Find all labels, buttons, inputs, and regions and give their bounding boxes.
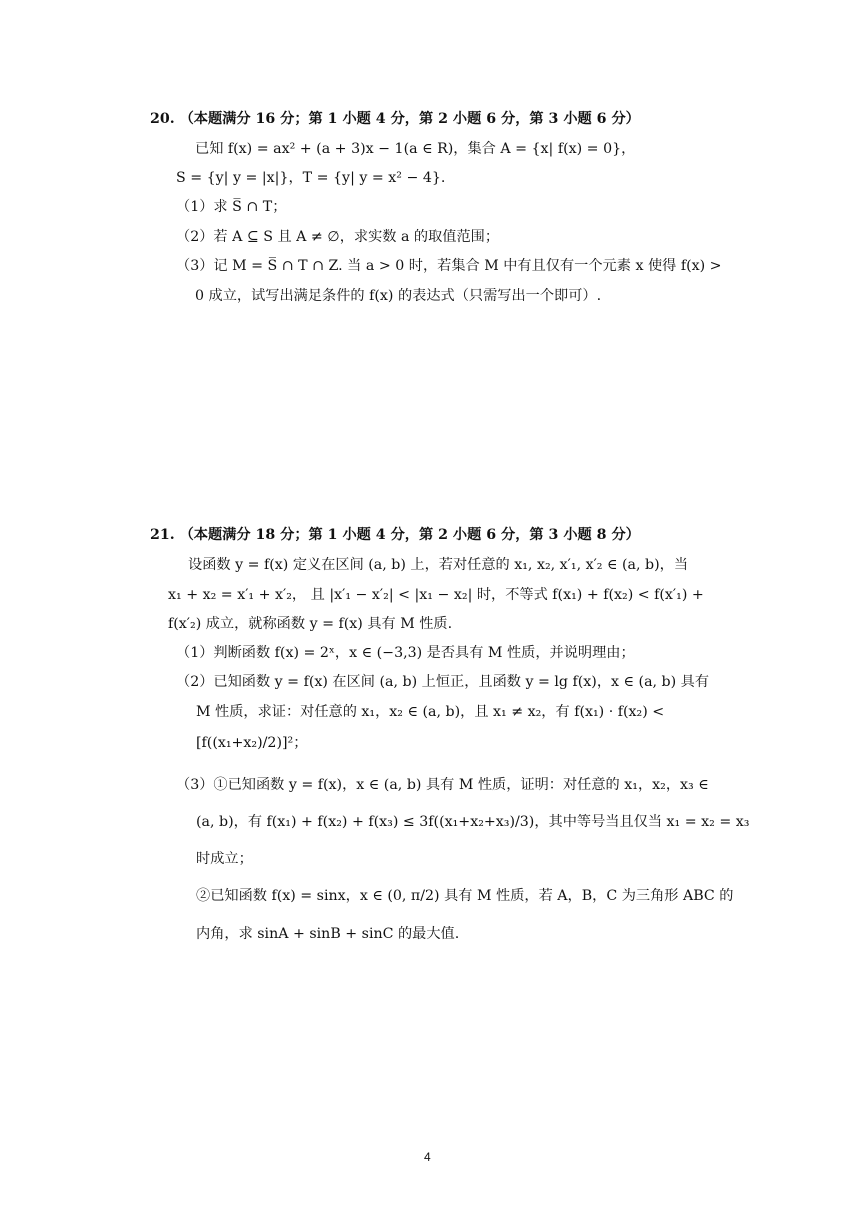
q21-title: 21. （本题满分 18 分；第 1 小题 4 分，第 2 小题 6 分，第 3 小题 8 分） [150, 527, 640, 543]
q21-line: f(x′₂) 成立，就称函数 y = f(x) 具有 M 性质. [168, 616, 453, 632]
q20-part-1: （1）求 S̅ ∩ T； [176, 199, 287, 215]
q20-line: S = {y| y = |x|}，T = {y| y = x² − 4}. [176, 170, 446, 186]
q21-line: [f((x₁+x₂)/2)]²； [196, 735, 308, 751]
page-number: 4 [424, 1150, 431, 1164]
q20-line: 已知 f(x) = ax² + (a + 3)x − 1(a ∈ R)，集合 A = {x| f(x) = 0}， [195, 141, 636, 157]
q21-line: x₁ + x₂ = x′₁ + x′₂， 且 |x′₁ − x′₂| < |x₁ − x₂| 时，不等式 f(x₁) + f(x₂) < f(x′₁) + [168, 587, 704, 603]
q20-part-3: （3）记 M = S̅ ∩ T ∩ Z. 当 a > 0 时，若集合 M 中有且仅有一个元素 x 使得 f(x) > [176, 258, 722, 274]
q21-line: 设函数 y = f(x) 定义在区间 (a, b) 上，若对任意的 x₁, x₂, x′₁, x′₂ ∈ (a, b)，当 [188, 557, 689, 573]
q21-part-2: （2）已知函数 y = f(x) 在区间 (a, b) 上恒正，且函数 y = lg f(x)，x ∈ (a, b) 具有 [176, 674, 710, 690]
q20-line: 0 成立，试写出满足条件的 f(x) 的表达式（只需写出一个即可）. [195, 288, 602, 304]
q21-line: (a, b)，有 f(x₁) + f(x₂) + f(x₃) ≤ 3f((x₁+x₂+x₃)/3)，其中等号当且仅当 x₁ = x₂ = x₃ [196, 814, 750, 830]
q21-part-3-2: ②已知函数 f(x) = sinx，x ∈ (0, π/2) 具有 M 性质，若 A，B，C 为三角形 ABC 的 [196, 888, 734, 904]
q21-line: 时成立； [196, 851, 253, 867]
q21-line: 内角，求 sinA + sinB + sinC 的最大值. [196, 926, 460, 942]
q21-line: M 性质，求证：对任意的 x₁，x₂ ∈ (a, b)，且 x₁ ≠ x₂，有 f(x₁) · f(x₂) < [196, 704, 665, 720]
q21-part-3: （3）①已知函数 y = f(x)，x ∈ (a, b) 具有 M 性质，证明：对任意的 x₁，x₂，x₃ ∈ [176, 777, 709, 793]
q20-part-2: （2）若 A ⊆ S 且 A ≠ ∅，求实数 a 的取值范围； [176, 229, 500, 245]
q21-part-1: （1）判断函数 f(x) = 2ˣ，x ∈ (−3,3) 是否具有 M 性质，并说明理由； [176, 645, 635, 661]
q20-title: 20. （本题满分 16 分；第 1 小题 4 分，第 2 小题 6 分，第 3 小题 6 分） [150, 111, 640, 127]
